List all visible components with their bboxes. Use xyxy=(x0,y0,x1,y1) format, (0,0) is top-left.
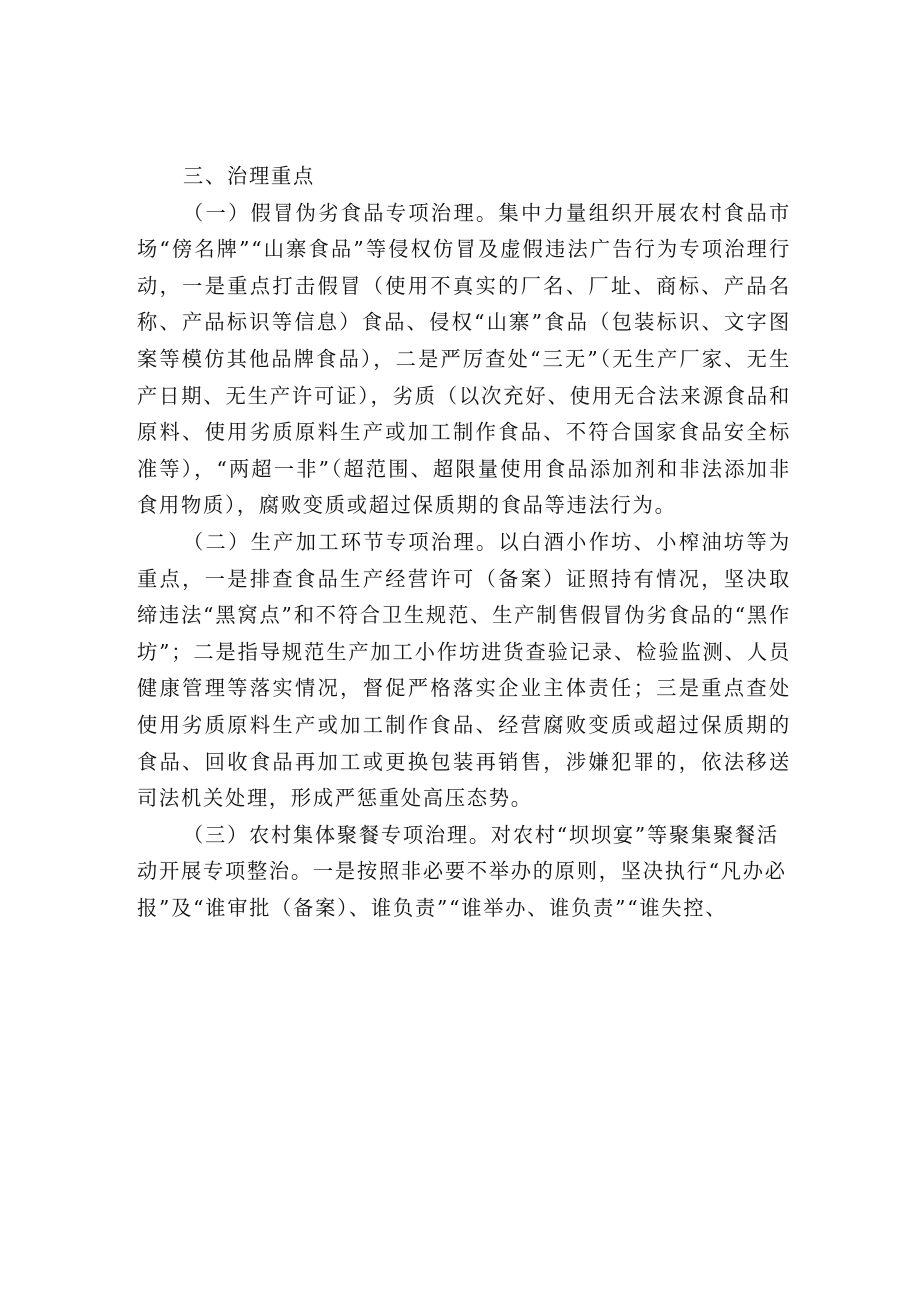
paragraph-counterfeit-food: （一）假冒伪劣食品专项治理。集中力量组织开展农村食品市场“傍名牌”“山寨食品”等侵权仿冒及虚假违法广告行为专项治理行动，一是重点打击假冒（使用不真实的厂名、厂址、商标、产品名称、产品标识等信息）食品、侵权“山寨”食品（包装标识、文字图案等模仿其他品牌食品），二是严厉查处“三无”（无生产厂家、无生产日期、无生产许可证），劣质（以次充好、使用无合法来源食品和原料、使用劣质原料生产或加工制作食品、不符合国家食品安全标准等），“两超一非”（超范围、超限量使用食品添加剂和非法添加非食用物质），腐败变质或超过保质期的食品等违法行为。 xyxy=(137,200,791,518)
section-heading: 三、治理重点 xyxy=(183,164,315,188)
paragraph-production-processing: （二）生产加工环节专项治理。以白酒小作坊、小榨油坊等为重点，一是排查食品生产经营许可（备案）证照持有情况，坚决取缔违法“黑窝点”和不符合卫生规范、生产制售假冒伪劣食品的“黑作坊”；二是指导规范生产加工小作坊进货查验记录、检验监测、人员健康管理等落实情况，督促严格落实企业主体责任；三是重点查处使用劣质原料生产或加工制作食品、经营腐败变质或超过保质期的食品、回收食品再加工或更换包装再销售，涉嫌犯罪的，依法移送司法机关处理，形成严惩重处高压态势。 xyxy=(137,529,791,811)
paragraph-rural-collective-dining: （三）农村集体聚餐专项治理。对农村“坝坝宴”等聚集聚餐活动开展专项整治。一是按照非必要不举办的原则，坚决执行“凡办必报”及“谁审批（备案）、谁负责”“谁举办、谁负责”“谁失控、 xyxy=(137,822,787,920)
document-body xyxy=(137,158,791,926)
